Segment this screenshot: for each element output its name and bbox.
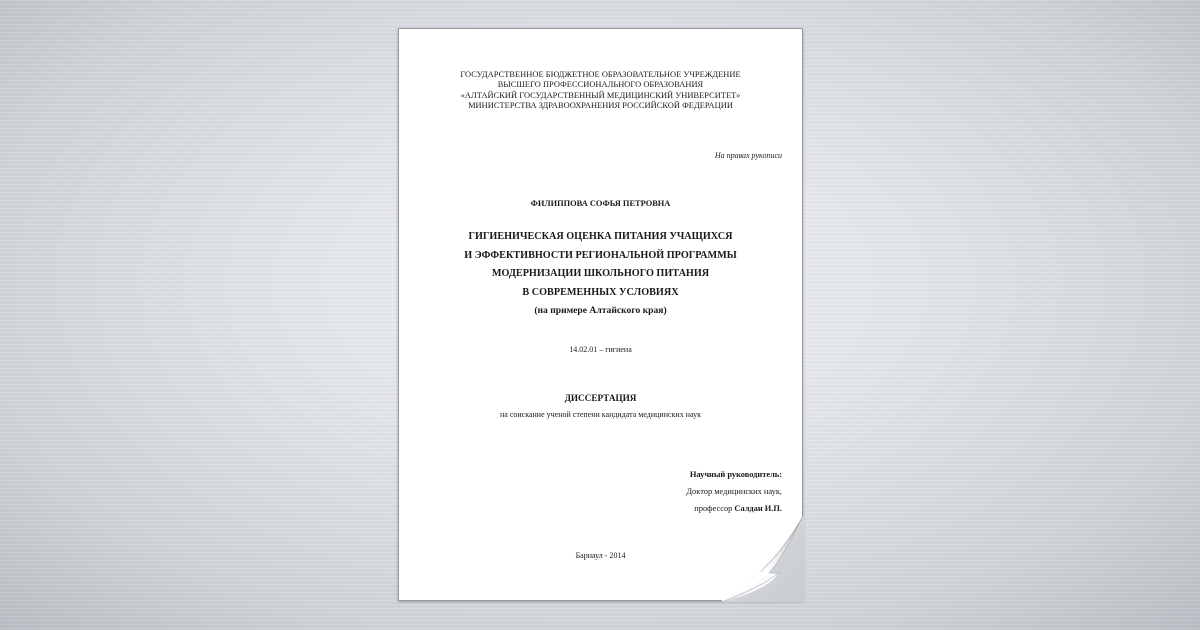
title-line: МОДЕРНИЗАЦИИ ШКОЛЬНОГО ПИТАНИЯ — [491, 268, 710, 280]
title-subtitle: (на примере Алтайского края) — [534, 305, 667, 316]
author-name: ФИЛИППОВА СОФЬЯ ПЕТРОВНА — [530, 199, 671, 208]
supervisor-heading: Научный руководитель: — [689, 470, 782, 479]
header-line: МИНИСТЕРСТВА ЗДРАВООХРАНЕНИЯ РОССИЙСКОЙ ФЕДЕРАЦИИ — [468, 101, 733, 111]
supervisor-prefix: профессор — [694, 504, 735, 513]
header-line: ГОСУДАРСТВЕННОЕ БЮДЖЕТНОЕ ОБРАЗОВАТЕЛЬНОЕ УЧРЕЖДЕНИЕ — [460, 70, 741, 79]
header-line: ВЫСШЕГО ПРОФЕССИОНАЛЬНОГО ОБРАЗОВАНИЯ — [497, 80, 704, 90]
dissertation-title — [399, 228, 802, 302]
page-curl-icon — [712, 514, 804, 602]
rights-note: На правах рукописи — [714, 151, 782, 160]
specialty-code: 14.02.01 – гигиена — [569, 345, 632, 354]
degree-line: на соискание ученой степени кандидата медицинских наук — [499, 410, 701, 419]
title-line: В СОВРЕМЕННЫХ УСЛОВИЯХ — [522, 286, 679, 298]
city-year: Барнаул - 2014 — [575, 551, 626, 560]
supervisor-title: Доктор медицинских наук, — [686, 487, 782, 496]
title-line: И ЭФФЕКТИВНОСТИ РЕГИОНАЛЬНОЙ ПРОГРАММЫ — [464, 249, 737, 261]
header-line: «АЛТАЙСКИЙ ГОСУДАРСТВЕННЫЙ МЕДИЦИНСКИЙ УНИВЕРСИТЕТ» — [460, 90, 741, 100]
document-page — [398, 28, 803, 601]
supervisor-name: Салдан И.П. — [734, 504, 782, 513]
title-line: ГИГИЕНИЧЕСКАЯ ОЦЕНКА ПИТАНИЯ УЧАЩИХСЯ — [468, 231, 733, 242]
institution-header — [399, 70, 802, 112]
work-type: ДИССЕРТАЦИЯ — [564, 393, 637, 403]
supervisor-block — [686, 466, 782, 517]
